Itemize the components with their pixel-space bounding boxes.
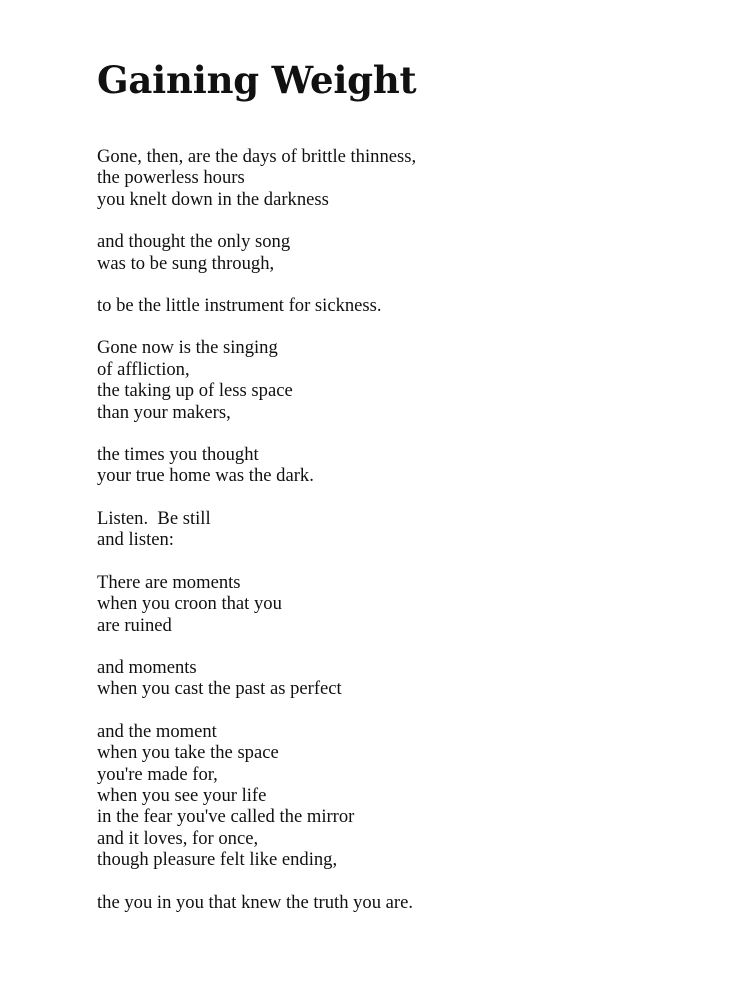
document-page — [97, 58, 717, 913]
poem-line: and thought the only song — [97, 231, 291, 253]
poem-stanza — [97, 146, 717, 210]
poem-line: and listen: — [97, 529, 174, 551]
poem-stanza — [97, 337, 717, 423]
poem-line: when you see your life — [97, 784, 267, 806]
poem-line: when you croon that you — [97, 593, 282, 615]
poem-stanza — [97, 892, 717, 913]
poem-line: and it loves, for once, — [97, 827, 259, 849]
poem-stanza — [97, 572, 717, 636]
poem-line: There are moments — [97, 571, 241, 593]
poem-line: to be the little instrument for sickness. — [97, 295, 382, 317]
poem-line: the times you thought — [97, 444, 259, 466]
poem-stanza — [97, 231, 717, 274]
poem-line: the you in you that knew the truth you are. — [97, 891, 414, 913]
poem-line: the powerless hours — [97, 167, 245, 189]
poem-body — [97, 146, 717, 934]
poem-stanza — [97, 444, 717, 487]
poem-line: Listen. Be still — [97, 507, 211, 529]
poem-stanza — [97, 508, 717, 551]
poem-line: when you cast the past as perfect — [97, 678, 342, 700]
poem-line: in the fear you've called the mirror — [97, 806, 355, 828]
poem-line: was to be sung through, — [97, 252, 275, 274]
poem-title: Gaining Weight — [97, 58, 417, 102]
poem-line: you're made for, — [97, 763, 218, 785]
poem-line: and moments — [97, 656, 197, 678]
poem-line: though pleasure felt like ending, — [97, 849, 338, 871]
poem-stanza — [97, 657, 717, 700]
poem-line: you knelt down in the darkness — [97, 188, 329, 210]
poem-line: and the moment — [97, 720, 217, 742]
poem-line: than your makers, — [97, 401, 231, 423]
poem-line: when you take the space — [97, 742, 279, 764]
poem-line: the taking up of less space — [97, 380, 293, 402]
poem-stanza — [97, 295, 717, 316]
poem-line: of affliction, — [97, 358, 190, 380]
poem-line: Gone now is the singing — [97, 337, 278, 359]
poem-line: Gone, then, are the days of brittle thinness, — [97, 146, 417, 167]
poem-stanza — [97, 721, 717, 871]
poem-line: are ruined — [97, 614, 172, 636]
poem-line: your true home was the dark. — [97, 465, 314, 487]
